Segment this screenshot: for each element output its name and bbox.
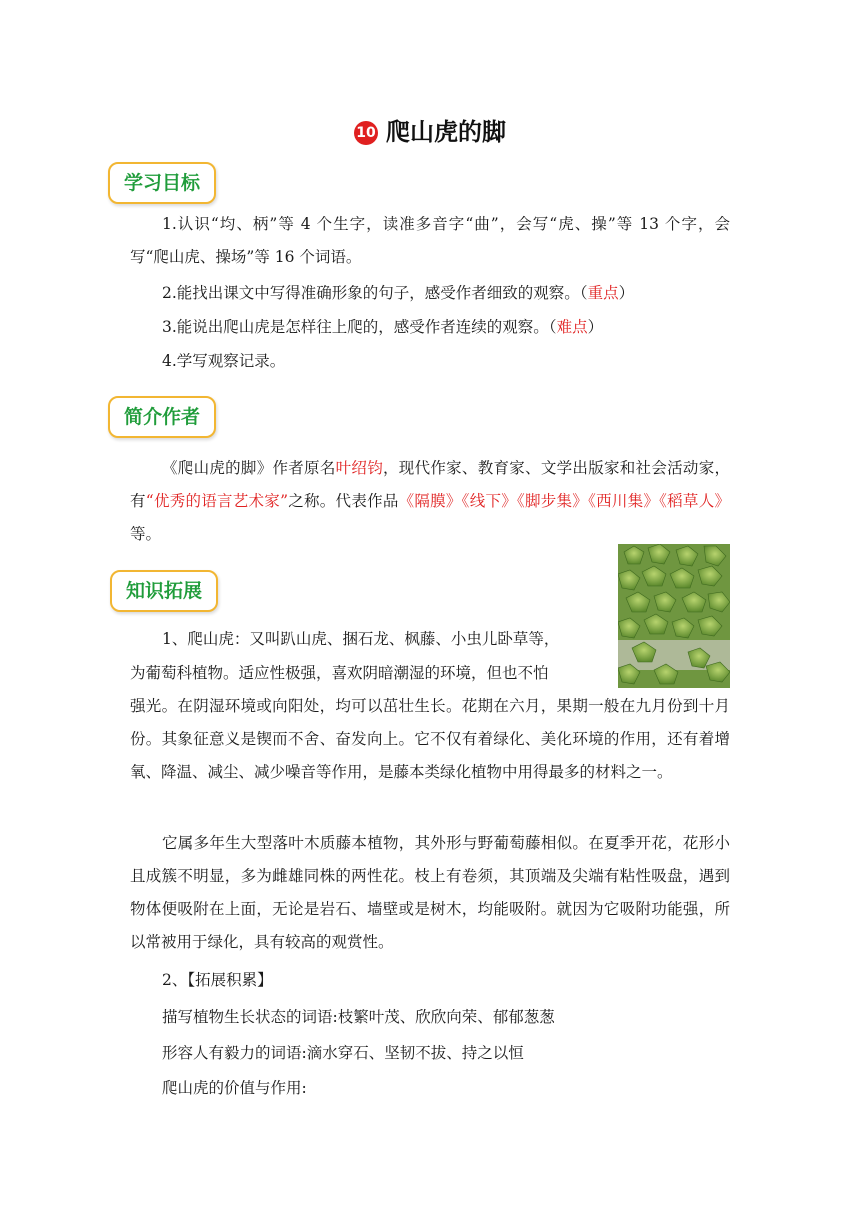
goal-2-mark: 重点 (587, 284, 619, 302)
author-text-1: 《爬山虎的脚》作者原名 (162, 459, 336, 477)
author-text-3: 之称。代表作品 (288, 492, 399, 510)
ivy-photo (618, 544, 730, 688)
section-tag-author: 简介作者 (108, 396, 216, 438)
knowledge-5: 形容人有毅力的词语:滴水穿石、坚韧不拔、持之以恒 (162, 1044, 524, 1062)
knowledge-2: 它属多年生大型落叶木质藤本植物，其外形与野葡萄藤相似。在夏季开花，花形小且成簇不明显，多为雌雄同株的两性花。枝上有卷须，其顶端及尖端有粘性吸盘，遇到物体便吸附在上面，无论是岩石、墙壁或是树木，均能吸附。就因为它吸附功能强，所以常被用于绿化，具有较高的观赏性。 (130, 834, 730, 951)
knowledge-3: 2、【拓展积累】 (162, 971, 273, 989)
knowledge-1-rest: 强光。在阴湿环境或向阳处，均可以茁壮生长。花期在六月，果期一般在九月份到十月份。其象征意义是锲而不舍、奋发向上。它不仅有着绿化、美化环境的作用，还有着增氧、降温、减尘、减少噪音等作用，是藤本类绿化植物中用得最多的材料之一。 (130, 697, 730, 781)
section-tag-goals: 学习目标 (108, 162, 216, 204)
goal-2-paren-open: （ (579, 284, 588, 302)
goal-3-text: 3.能说出爬山虎是怎样往上爬的，感受作者连续的观察。 (162, 318, 549, 336)
page-title (0, 112, 860, 147)
goal-3-paren-close: ） (587, 318, 604, 336)
author-paragraph (130, 452, 730, 551)
goal-3-mark: 难点 (556, 318, 588, 336)
goal-3 (162, 311, 603, 344)
goal-2-text: 2.能找出课文中写得准确形象的句子，感受作者细致的观察。 (162, 284, 580, 302)
lesson-number-badge: 10 (354, 121, 378, 145)
author-works: 《隔膜》《线下》《脚步集》《西川集》《稻草人》 (398, 492, 730, 510)
goal-2-paren-close: ） (618, 284, 635, 302)
author-name: 叶绍钧 (335, 459, 383, 477)
knowledge-4: 描写植物生长状态的词语:枝繁叶茂、欣欣向荣、郁郁葱葱 (162, 1008, 555, 1026)
author-text-2: ，现代作家、教育家、文学出版家和社会活动家，有 (130, 459, 730, 510)
knowledge-1-line-b: 为葡萄科植物。适应性极强，喜欢阴暗潮湿的环境，但也不怕 (130, 664, 549, 682)
section-tag-knowledge: 知识拓展 (110, 570, 218, 612)
author-honor: “优秀的语言艺术家” (145, 492, 288, 510)
knowledge-6: 爬山虎的价值与作用: (162, 1079, 307, 1097)
ivy-leaves-image (618, 544, 730, 688)
goal-2 (162, 277, 634, 310)
goal-4: 4.学写观察记录。 (162, 352, 286, 370)
author-text-4: 等。 (130, 525, 162, 543)
knowledge-1-line-a: 1、爬山虎：又叫趴山虎、捆石龙、枫藤、小虫儿卧草等， (162, 630, 560, 648)
goal-1: 1.认识“均、柄”等 4 个生字，读准多音字“曲”，会写“虎、操”等 13 个字，会写“爬山虎、操场”等 16 个词语。 (130, 215, 730, 266)
title-text: 爬山虎的脚 (386, 118, 506, 146)
goal-3-paren-open: （ (548, 318, 557, 336)
